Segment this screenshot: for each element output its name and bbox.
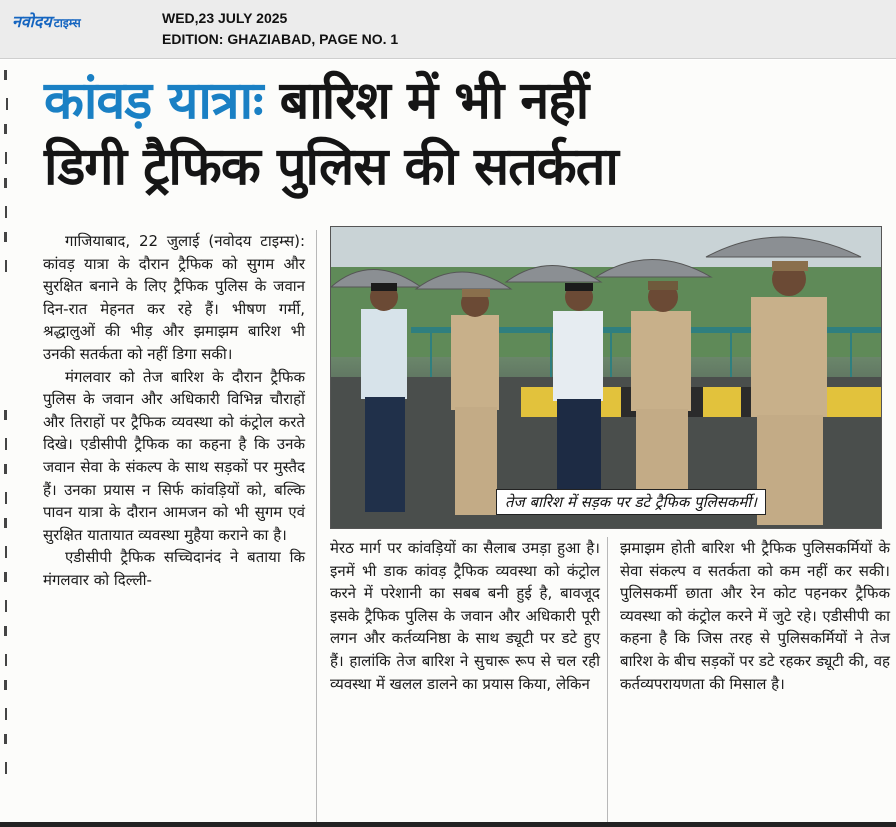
headline-keyword: कांवड़ यात्राः [44,71,263,131]
edition-date: WED,23 JULY 2025 [162,10,288,26]
article-column-1 [43,230,305,592]
logo-sub: टाइम्स [53,16,81,30]
column-divider [607,537,608,822]
paragraph: एडीसीपी ट्रैफिक सच्चिदानंद ने बताया कि मंगलवार को दिल्ली- [43,548,305,589]
edition-info [162,8,398,50]
paragraph: झमाझम होती बारिश भी ट्रैफिक पुलिसकर्मियों के सेवा संकल्प व सतर्कता को कम नहीं कर सकी। पुलिसकर्मी छाता और रेन कोट पहनकर ट्रैफिक व्यवस्था को कंट्रोल करने में जुटे रहे। एडीसीपी का कहना है कि जिस तरह से पुलिसकर्मियों ने तेज बारिश के बीच सड़कों पर डटे रहकर ड्यूटी की, वह कर्तव्यपरायणता की मिसाल है। [620,539,890,693]
news-photo [330,226,882,529]
adjacent-column-marks [0,60,14,827]
edition-page: EDITION: GHAZIABAD, PAGE NO. 1 [162,31,399,47]
paragraph: मेरठ मार्ग पर कांवड़ियों का सैलाब उमड़ा हुआ है। इनमें भी डाक कांवड़ ट्रैफिक व्यवस्था को कंट्रोल करने में परेशानी का सबब बनी हुई है, बावजूद इसके ट्रैफिक पुलिस के जवान और अधिकारी पूरी लगन और कर्तव्यनिष्ठा के साथ ड्यूटी पर डटे हुए हैं। हालांकि तेज बारिश ने सुचारू रूप से चल रही व्यवस्था में खलल डालने का प्रयास किया, लेकिन [330,539,600,693]
paragraph: गाजियाबाद, 22 जुलाई (नवोदय टाइम्स): कांवड़ यात्रा के दौरान ट्रैफिक को सुगम और सुरक्षित बनाने के लिए ट्रैफिक पुलिस के जवान दिन-रात मेहनत कर रहे हैं। भीषण गर्मी, श्रद्धालुओं की भीड़ और झमाझम बारिश भी उनकी सतर्कता को नहीं डिगा सकी। [43,232,305,363]
headline-line-2: डिगी ट्रैफिक पुलिस की सतर्कता [44,137,618,197]
article-column-2 [330,537,600,695]
photo-caption: तेज बारिश में सड़क पर डटे ट्रैफिक पुलिसकर्मी। [496,489,766,515]
column-divider [316,230,317,822]
bottom-rule [0,822,896,827]
headline [44,68,884,200]
police-umbrella-photo [331,227,881,528]
logo-main: नवोदय [12,12,52,31]
adjacent-column-edge [0,60,14,827]
top-bar [0,0,896,59]
paragraph: मंगलवार को तेज बारिश के दौरान ट्रैफिक पुलिस के जवान और अधिकारी विभिन्न चौराहों और तिराहों पर ट्रैफिक व्यवस्था को कंट्रोल करते दिखे। एडीसीपी ट्रैफिक का कहना है कि उनके जवान सेवा के संकल्प के साथ सड़कों पर मुस्तैद हैं। उनका प्रयास न सिर्फ कांवड़ियों को, बल्कि पावन यात्रा के दौरान आमजन को भी सुगम एवं सुरक्षित यातायात व्यवस्था मुहैया कराने का है। [43,367,305,544]
headline-rest: बारिश में भी नहीं [262,71,589,131]
newspaper-logo [12,10,81,32]
article-column-3 [620,537,890,695]
